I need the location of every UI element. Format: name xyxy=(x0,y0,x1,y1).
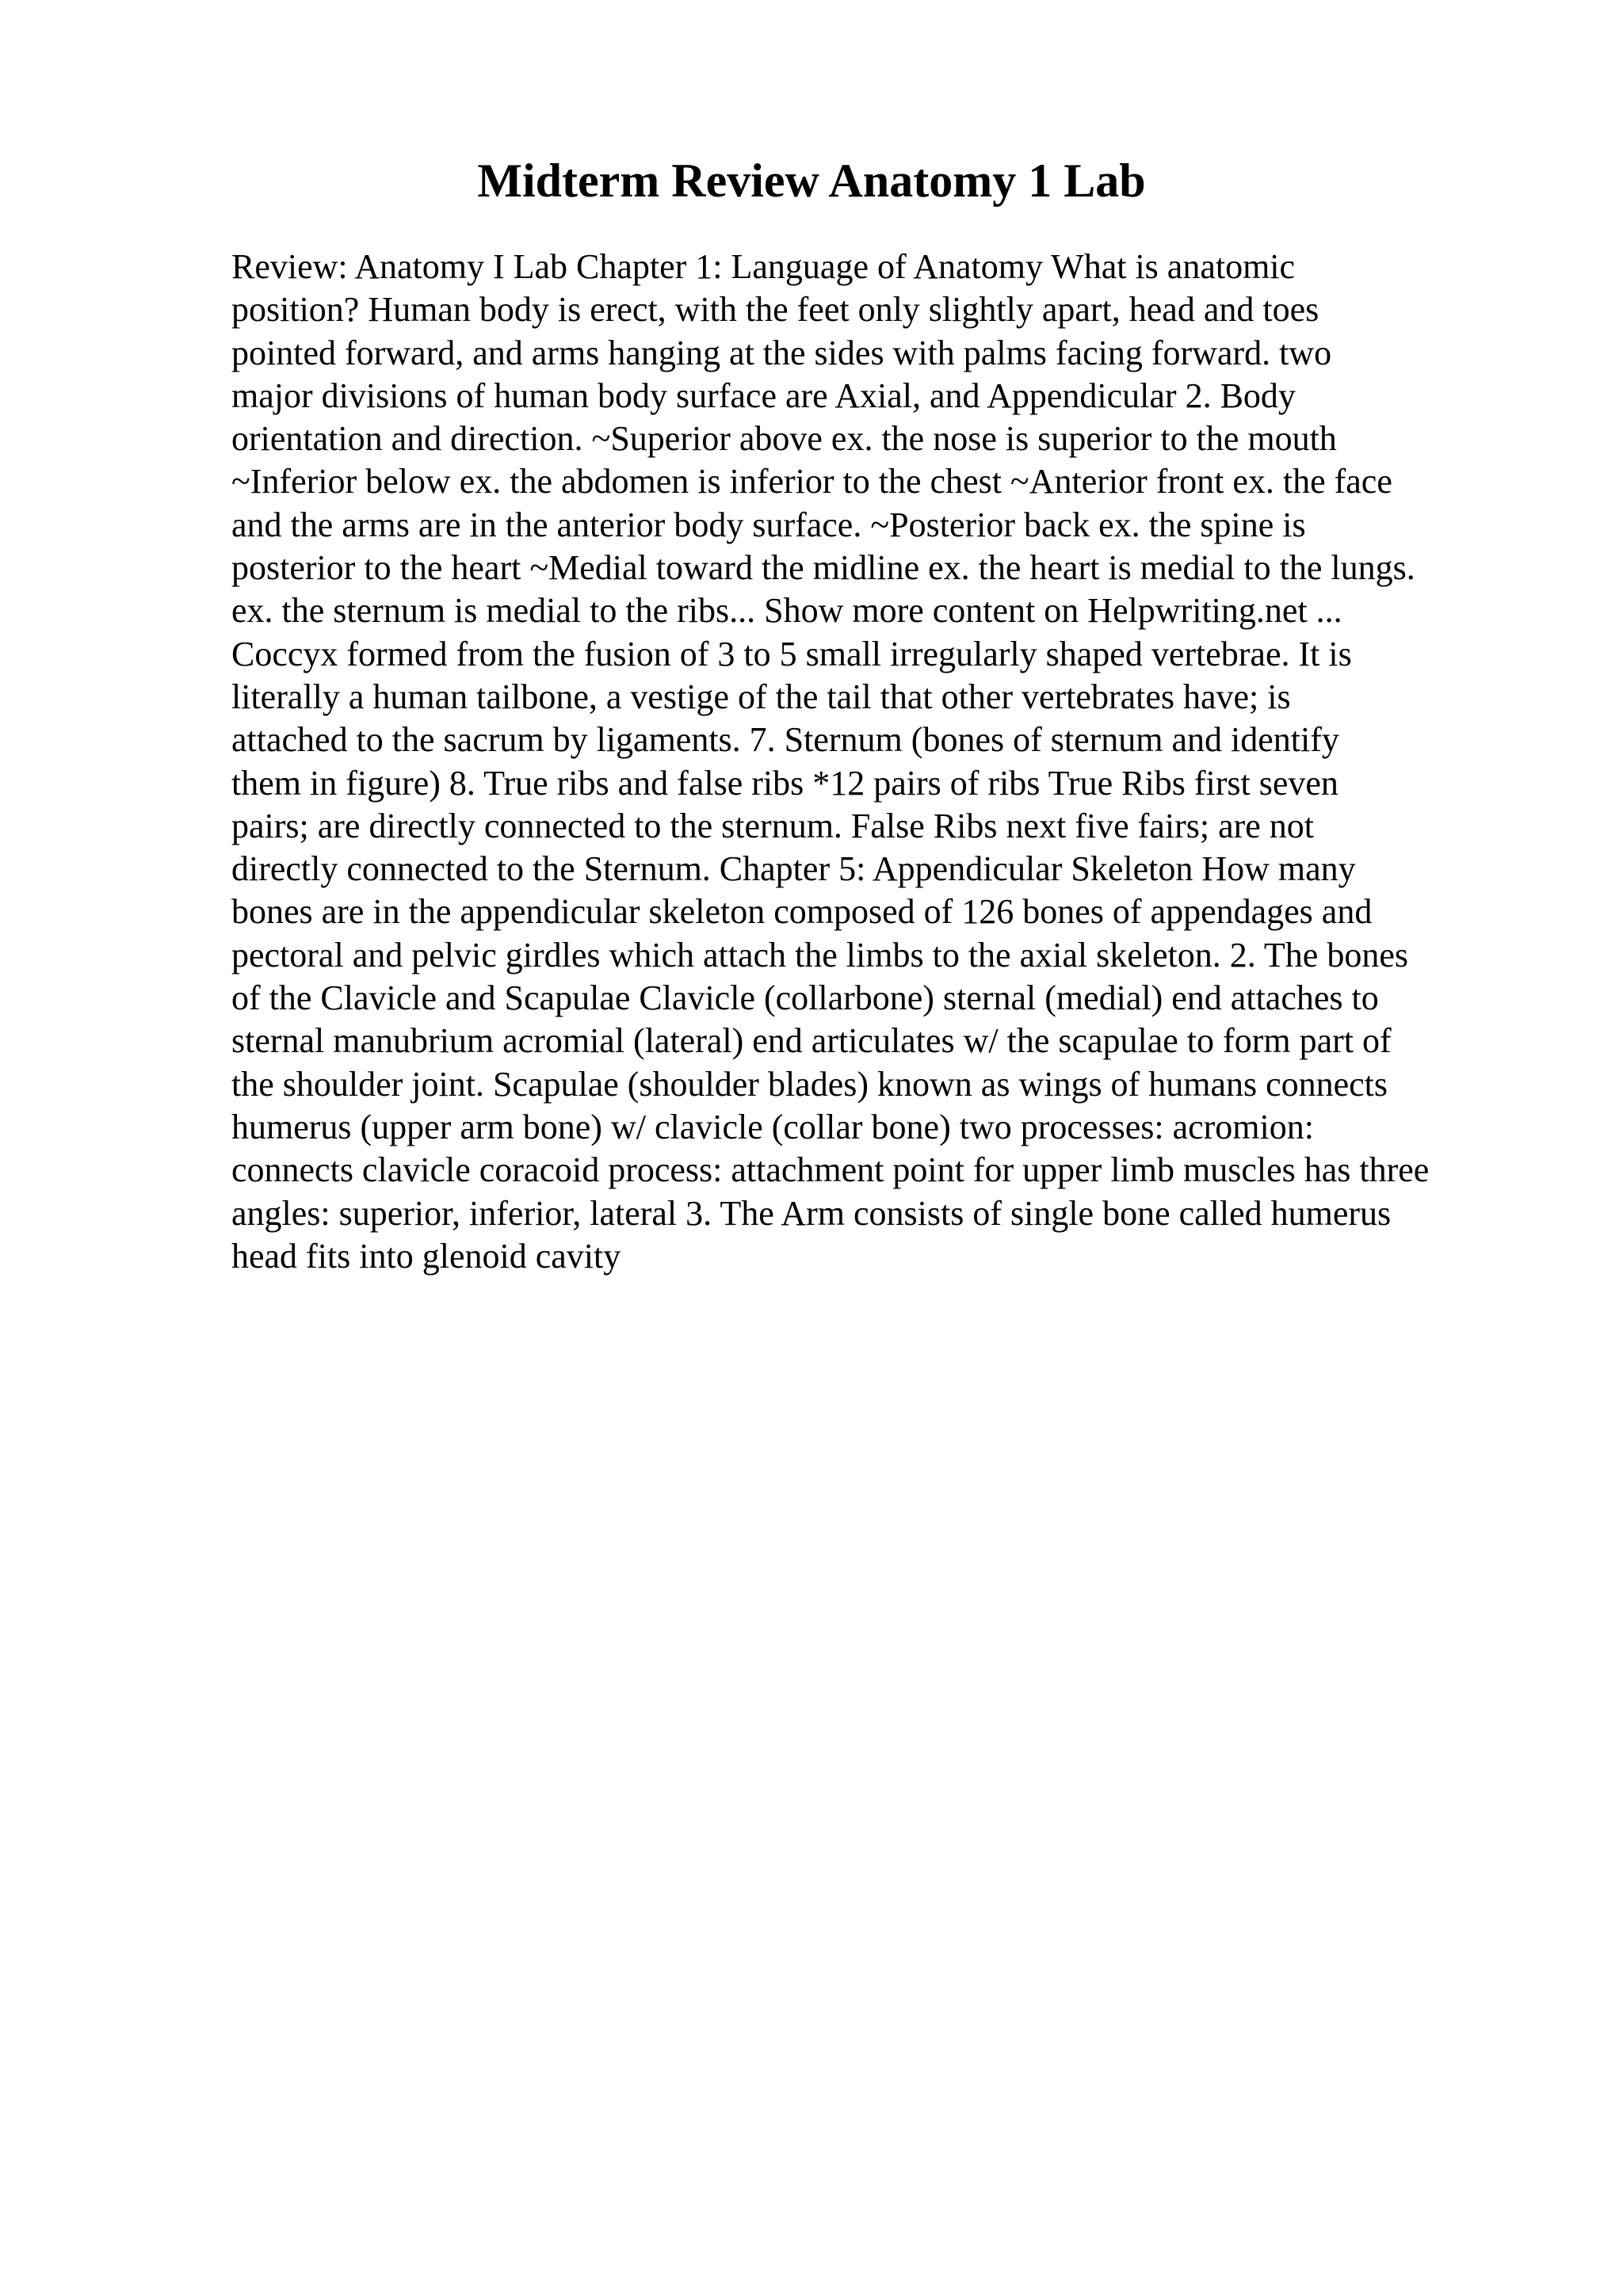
body-line: connects clavicle coracoid process: attachment point for upper limb muscles has three xyxy=(231,1150,1430,1190)
body-line: sternal manubrium acromial (lateral) end articulates w/ the scapulae to form part of xyxy=(231,1021,1392,1061)
document-title: Midterm Review Anatomy 1 Lab xyxy=(477,154,1146,207)
body-line: ex. the sternum is medial to the ribs... Show more content on Helpwriting.net ... xyxy=(231,591,1342,631)
body-line: ~Inferior below ex. the abdomen is inferior to the chest ~Anterior front ex. the face xyxy=(231,462,1392,502)
document-body xyxy=(231,246,1547,1278)
body-line: orientation and direction. ~Superior above ex. the nose is superior to the mouth xyxy=(231,419,1337,459)
body-line: and the arms are in the anterior body surface. ~Posterior back ex. the spine is xyxy=(231,505,1306,544)
body-line: major divisions of human body surface are Axial, and Appendicular 2. Body xyxy=(231,376,1296,415)
body-line: Review: Anatomy I Lab Chapter 1: Language of Anatomy What is anatomic xyxy=(231,247,1296,286)
body-line: position? Human body is erect, with the feet only slightly apart, head and toes xyxy=(231,290,1319,330)
body-line: literally a human tailbone, a vestige of the tail that other vertebrates have; is xyxy=(231,677,1291,716)
body-line: pectoral and pelvic girdles which attach the limbs to the axial skeleton. 2. The bones xyxy=(231,935,1408,974)
body-line: the shoulder joint. Scapulae (shoulder blades) known as wings of humans connects xyxy=(231,1064,1388,1104)
body-line: head fits into glenoid cavity xyxy=(231,1236,621,1276)
body-line: Coccyx formed from the fusion of 3 to 5 small irregularly shaped vertebrae. It is xyxy=(231,634,1352,673)
body-line: of the Clavicle and Scapulae Clavicle (collarbone) sternal (medial) end attaches to xyxy=(231,978,1379,1018)
body-line: directly connected to the Sternum. Chapter 5: Appendicular Skeleton How many xyxy=(231,849,1356,889)
body-line: humerus (upper arm bone) w/ clavicle (collar bone) two processes: acromion: xyxy=(231,1107,1314,1146)
body-line: angles: superior, inferior, lateral 3. The Arm consists of single bone called humerus xyxy=(231,1193,1392,1233)
body-line: posterior to the heart ~Medial toward the midline ex. the heart is medial to the lungs. xyxy=(231,548,1415,588)
body-line: bones are in the appendicular skeleton composed of 126 bones of appendages and xyxy=(231,892,1373,932)
body-line: pairs; are directly connected to the sternum. False Ribs next five fairs; are not xyxy=(231,806,1314,845)
body-line: them in figure) 8. True ribs and false ribs *12 pairs of ribs True Ribs first seven xyxy=(231,763,1338,803)
body-line: attached to the sacrum by ligaments. 7. Sternum (bones of sternum and identify xyxy=(231,720,1339,760)
body-line: pointed forward, and arms hanging at the sides with palms facing forward. two xyxy=(231,333,1332,372)
